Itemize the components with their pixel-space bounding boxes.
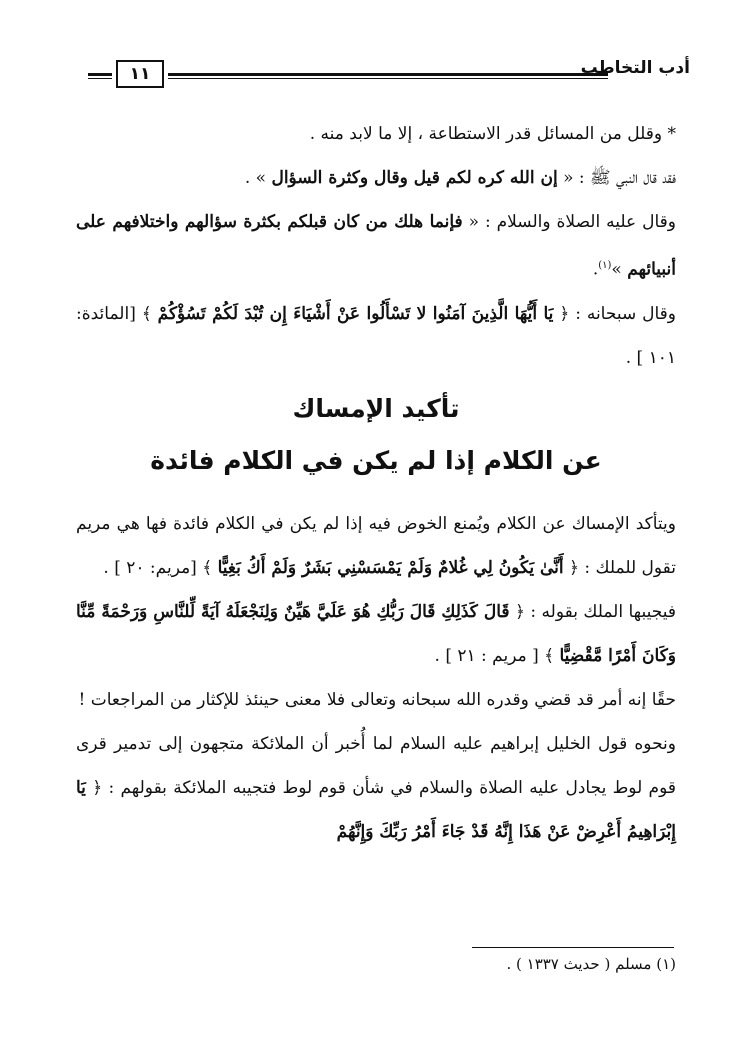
quran-verse: يَا أَيُّهَا الَّذِينَ آمَنُوا لا تَسْأَلُوا عَنْ أَشْيَاءَ إِن تُبْدَ لَكُمْ تَسُؤْكُمْ [157,303,554,324]
hadith-text: فإنما هلك من كان قبلكم بكثرة سؤالهم واختلافهم على أنبيائهم [76,212,676,280]
footnote: (١) مسلم ( حديث ١٣٣٧ ) . [506,955,676,973]
header-rule-left [88,73,112,79]
paragraph-angel-reply: فيجيبها الملك بقوله : ﴿ قَالَ كَذَلِكِ قَالَ رَبُّكِ هُوَ عَلَيَّ هَيِّنٌ وَلِنَجْعَلَهُ آيَةً لِّلنَّاسِ وَرَحْمَةً مِّنَّا وَكَانَ أَمْرًا مَّقْضِيًّا ﴾ [ مريم : ٢١ ] . [76,602,677,666]
paragraph-decree: حقًا إنه أمر قد قضي وقدره الله سبحانه وتعالى فلا معنى حينئذ للإكثار من المراجعات ! [78,690,676,710]
paragraph-hadith-2: وقال عليه الصلاة والسلام : « فإنما هلك من كان قبلكم بكثرة سؤالهم واختلافهم على أنبيائهم »$^{(١)}$. [76,212,676,280]
intro-text [76,112,676,380]
paragraph-ibrahim: ونحوه قول الخليل إبراهيم عليه السلام لما أُخبر أن الملائكة متجهون إلى تدمير قرى قوم لوط يجادل عليه الصلاة والسلام في شأن قوم لوط فتجيبه الملائكة بقولهم : ﴿ يَا إِبْرَاهِيمُ أَعْرِضْ عَنْ هَذَا إِنَّهُ قَدْ جَاءَ أَمْرُ رَبِّكَ وَإِنَّهُمْ [76,734,676,842]
header-rule [168,73,608,79]
quran-verse: يَا إِبْرَاهِيمُ أَعْرِضْ عَنْ هَذَا إِنَّهُ قَدْ جَاءَ أَمْرُ رَبِّكَ وَإِنَّهُمْ [76,778,676,842]
hadith-text: إن الله كره لكم قيل وقال وكثرة السؤال [271,168,558,188]
quran-verse: قَالَ كَذَلِكِ قَالَ رَبُّكِ هُوَ عَلَيَّ هَيِّنٌ وَلِنَجْعَلَهُ آيَةً لِّلنَّاسِ وَرَحْمَةً مِّنَّا وَكَانَ أَمْرًا مَّقْضِيًّا [76,602,676,666]
paragraph-advice: * وقلل من المسائل قدر الاستطاعة ، إلا ما لابد منه . [309,124,676,144]
section-text [76,502,676,854]
book-title: أدب التخاطب [580,58,690,78]
paragraph-hadith-1: فقد قال النبي ﷺ : « إن الله كره لكم قيل وقال وكثرة السؤال » . [244,168,676,188]
footnote-marker: (١) [598,260,612,271]
paragraph-quran-1: وقال سبحانه : ﴿ يَا أَيُّهَا الَّذِينَ آمَنُوا لا تَسْأَلُوا عَنْ أَشْيَاءَ إِن تُبْدَ لَكُمْ تَسُؤْكُمْ ﴾ [المائدة: ١٠١ ] . [76,303,676,368]
footnote-separator [472,947,674,948]
paragraph-maryam: ويتأكد الإمساك عن الكلام ويُمنع الخوض فيه إذا لم يكن في الكلام فائدة فها هي مريم تقول للملك : ﴿ أَنَّىٰ يَكُونُ لِي غُلامٌ وَلَمْ يَمْسَسْنِي بَشَرٌ وَلَمْ أَكُ بَغِيًّا ﴾ [مريم: ٢٠ ] . [76,514,676,578]
page-number: ١١ [116,60,164,88]
section-heading: تأكيد الإمساك [292,394,460,423]
section-subheading: عن الكلام إذا لم يكن في الكلام فائدة [150,446,602,475]
quran-verse: أَنَّىٰ يَكُونُ لِي غُلامٌ وَلَمْ يَمْسَسْنِي بَشَرٌ وَلَمْ أَكُ بَغِيًّا [217,558,564,578]
page-header [88,58,690,98]
